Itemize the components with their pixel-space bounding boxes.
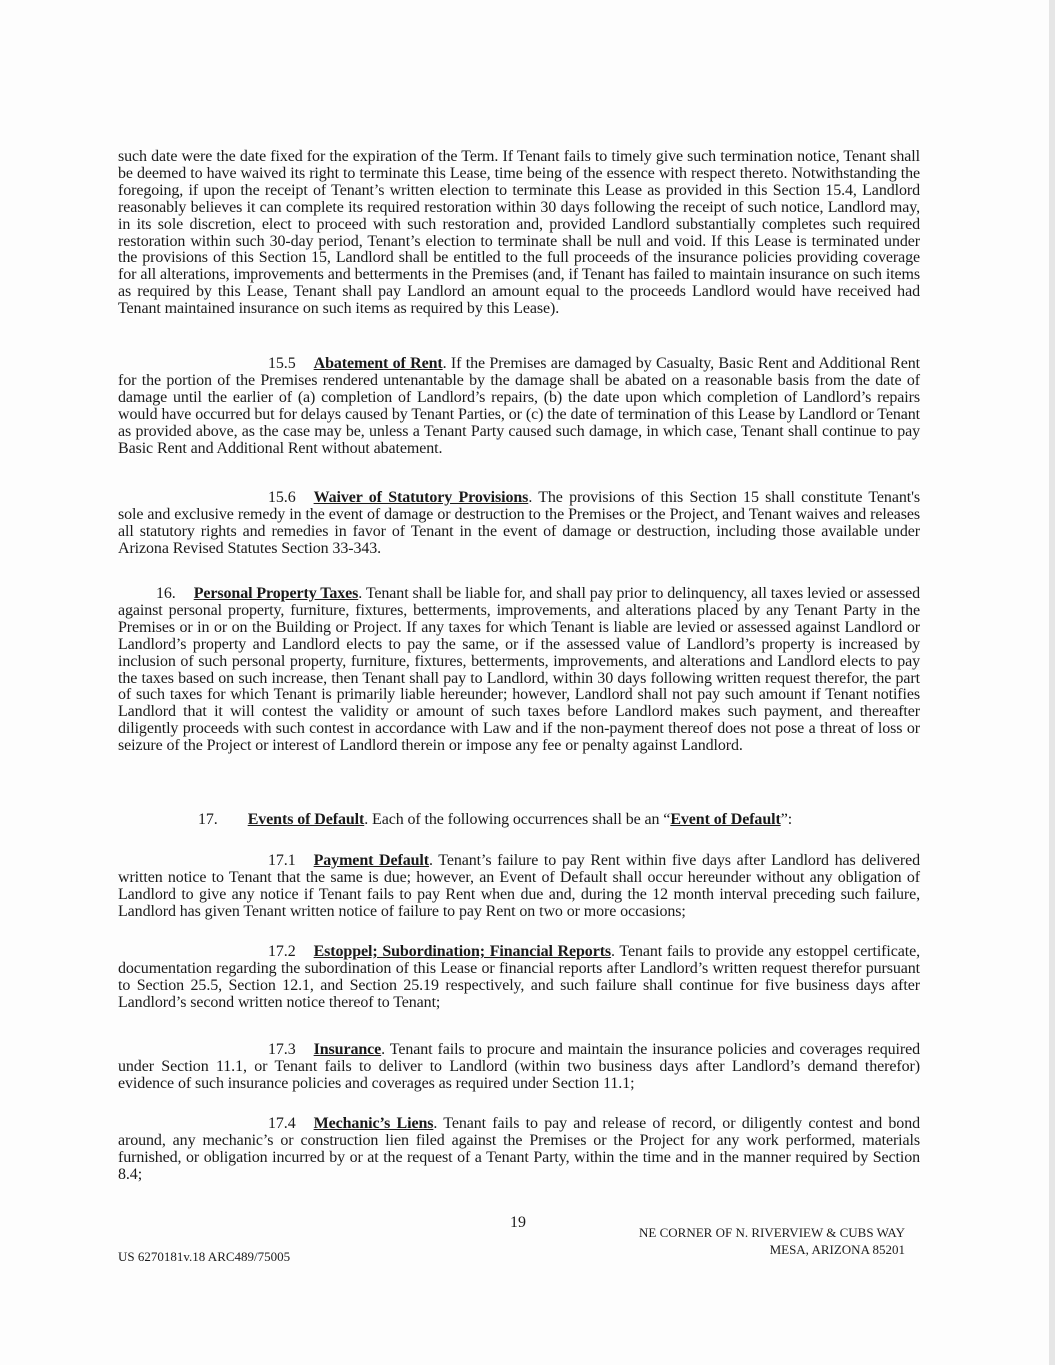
section-body: . Tenant fails to pay and release of record, or diligently contest and bond around, any mechanic’s or construction lien filed against the Premises or the Project for any work performed, materials furnished, or obligation incurred by or at the request of a Tenant Party, within the time and in the manner required by Section 8.4; [118, 1115, 920, 1183]
section-17-4 [118, 1116, 920, 1184]
section-number: 17.2 [268, 943, 296, 960]
section-17-3 [118, 1042, 920, 1093]
section-heading: Mechanic’s Liens [313, 1115, 434, 1132]
section-tail: ”: [780, 811, 793, 828]
section-body: . If the Premises are damaged by Casualty, Basic Rent and Additional Rent for the portion of the Premises rendered untenantable by the damage shall be abated on a reasonable basis from the date of damage until the earlier of (a) completion of Landlord’s repairs, (b) the date upon which completion of Landlord’s repairs would have occurred but for delays caused by Tenant Parties, or (c) the date of termination of this Lease by Landlord or Tenant as provided above, as the case may be, unless a Tenant Party caused such damage, in which case, Tenant shall continue to pay Basic Rent and Additional Rent without abatement. [118, 355, 920, 457]
section-body: . Tenant fails to provide any estoppel certificate, documentation regarding the subordination of this Lease or financial reports after Landlord’s written request therefor pursuant to Section 25.5, Section 12.1, and Section 25.19 respectively, and such failure shall continue for five business days after Landlord’s second written notice thereof to Tenant; [118, 943, 920, 1011]
page-edge [1049, 0, 1055, 1365]
section-body: . Each of the following occurrences shall be an “ [364, 811, 671, 828]
section-heading: Events of Default [247, 811, 365, 828]
section-17 [118, 812, 920, 829]
section-17-1 [118, 853, 920, 921]
address-line-2: MESA, ARIZONA 85201 [769, 1242, 905, 1257]
section-number: 15.6 [268, 489, 296, 506]
section-number: 15.5 [268, 355, 296, 372]
defined-term: Event of Default [670, 811, 781, 828]
section-15-6 [118, 490, 920, 558]
section-number: 17. [198, 811, 218, 828]
section-heading: Waiver of Statutory Provisions [313, 489, 529, 506]
page-number: 19 [510, 1214, 526, 1231]
property-address [639, 1224, 905, 1258]
section-17-2 [118, 944, 920, 1012]
section-15-5 [118, 356, 920, 457]
section-body: . The provisions of this Section 15 shall constitute Tenant's sole and exclusive remedy in the event of damage or destruction to the Premises or the Project, and Tenant waives and releases all statutory rights and remedies in favor of Tenant in the event of damage or destruction, including those available under Arizona Revised Statutes Section 33-343. [118, 489, 920, 557]
section-heading: Estoppel; Subordination; Financial Reports [313, 943, 612, 960]
document-id: US 6270181v.18 ARC489/75005 [118, 1249, 291, 1264]
section-16 [118, 586, 920, 755]
section-heading: Payment Default [313, 852, 429, 869]
section-body: . Tenant shall be liable for, and shall pay prior to delinquency, all taxes levied or assessed against personal property, furniture, fixtures, betterments, improvements, and alterations placed by any Tenant Party in the Premises or in or on the Building or Project. If any taxes for which Tenant is liable are levied or assessed against Landlord or Landlord’s property and Landlord elects to pay the same, or if the assessed value of Landlord’s property is increased by inclusion of such personal property, furniture, fixtures, betterments, improvements, and alterations and Landlord elects to pay the taxes based on such increase, then Tenant shall pay to Landlord, within 30 days following written request therefor, the part of such taxes for which Tenant is primarily liable hereunder; however, Landlord shall not pay such amount if Tenant notifies Landlord that it will contest the validity or amount of such taxes before Landlord makes such payment, and thereafter diligently proceeds with such contest in accordance with Law and if the non-payment thereof does not pose a threat of loss or seizure of the Project or interest of Landlord therein or impose any fee or penalty against Landlord. [118, 585, 920, 755]
section-number: 17.4 [268, 1115, 296, 1132]
section-number: 17.1 [268, 852, 296, 869]
continuation-paragraph: such date were the date fixed for the expiration of the Term. If Tenant fails to timely give such termination notice, Tenant shall be deemed to have waived its right to terminate this Lease, time being of the essence with respect thereto. Notwithstanding the foregoing, if upon the receipt of Tenant’s written election to terminate this Lease as provided in this Section 15.4, Landlord reasonably believes it can complete its required restoration within 30 days following the receipt of such notice, Landlord may, in its sole discretion, elect to proceed with such restoration and, provided Landlord substantially completes such required restoration within such 30-day period, Tenant’s election to terminate shall be null and void. If this Lease is terminated under the provisions of this Section 15, Landlord shall be entitled to the full proceeds of the insurance policies providing coverage for all alterations, improvements and betterments in the Premises (and, if Tenant has failed to maintain insurance on such items as required by this Lease, Tenant shall pay Landlord an amount equal to the proceeds Landlord would have received had Tenant maintained insurance on such items as required by this Lease). [118, 148, 920, 318]
section-number: 16. [156, 585, 176, 602]
address-line-1: NE CORNER OF N. RIVERVIEW & CUBS WAY [639, 1225, 905, 1240]
section-number: 17.3 [268, 1041, 296, 1058]
section-body: . Tenant fails to procure and maintain the insurance policies and coverages required under Section 11.1, or Tenant fails to deliver to Landlord (within two business days after Landlord’s demand therefor) evidence of such insurance policies and coverages as required under Section 11.1; [118, 1041, 920, 1092]
section-heading: Abatement of Rent [313, 355, 443, 372]
section-heading: Personal Property Taxes [193, 585, 359, 602]
section-body: . Tenant’s failure to pay Rent within five days after Landlord has delivered written notice to Tenant that the same is due; however, an Event of Default shall occur hereunder without any obligation of Landlord to give any notice if Tenant fails to pay Rent when due and, during the 12 month interval preceding such failure, Landlord has given Tenant written notice of failure to pay Rent on two or more occasions; [118, 852, 920, 920]
section-heading: Insurance [313, 1041, 382, 1058]
